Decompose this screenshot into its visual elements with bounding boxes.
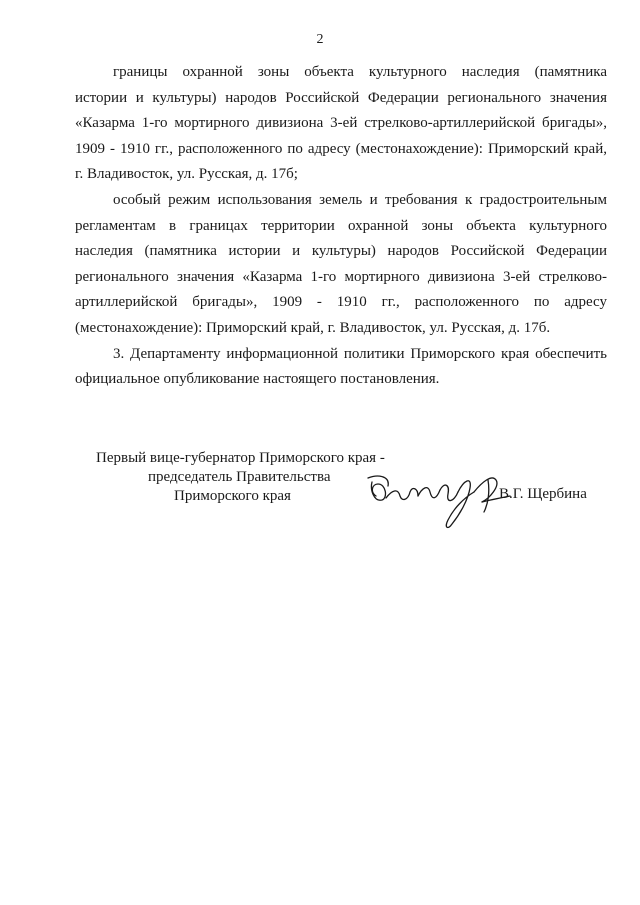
paragraph-line: «Казарма 1-го мортирного дивизиона 3-ей стрелково-артиллерийской бригады», [75, 115, 607, 132]
paragraph-line: 1909 - 1910 гг., расположенного по адресу (местонахождение): Приморский край, [75, 140, 607, 157]
page-number: 2 [316, 32, 324, 47]
paragraph-line: 3. Департаменту информационной политики Приморского края обеспечить [113, 345, 607, 362]
paragraph-line: (местонахождение): Приморский край, г. Владивосток, ул. Русская, д. 17б. [75, 319, 551, 336]
paragraph-1 [75, 60, 607, 188]
paragraph-line: истории и культуры) народов Российской Федерации регионального значения [75, 89, 607, 106]
paragraph-line: особый режим использования земель и требования к градостроительным [113, 191, 607, 208]
paragraph-line: регламентам в границах территории охранной зоны объекта культурного [75, 217, 607, 234]
document-body [75, 60, 607, 393]
paragraph-line: официальное опубликование настоящего постановления. [75, 371, 440, 388]
signer-title-line-3: Приморского края [174, 488, 291, 504]
paragraph-line: регионального значения «Казарма 1-го мортирного дивизиона 3-ей стрелково- [75, 268, 607, 285]
paragraph-2 [75, 188, 607, 342]
signer-name: В.Г. Щербина [499, 486, 587, 502]
paragraph-line: артиллерийской бригады», 1909 - 1910 гг., расположенного по адресу [75, 294, 607, 311]
handwritten-signature [364, 462, 514, 534]
paragraph-line: границы охранной зоны объекта культурного наследия (памятника [113, 64, 607, 80]
signer-title-line-2: председатель Правительства [148, 469, 331, 485]
paragraph-line: г. Владивосток, ул. Русская, д. 17б; [75, 166, 298, 183]
signer-title-line-1: Первый вице-губернатор Приморского края - [96, 450, 385, 466]
paragraph-3 [75, 342, 607, 393]
paragraph-line: наследия (памятника истории и культуры) народов Российской Федерации [75, 243, 607, 260]
